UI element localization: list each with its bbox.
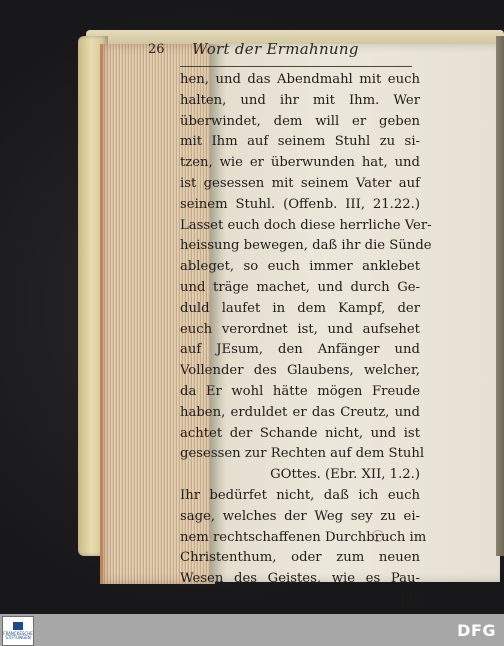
dfg-logo[interactable]: DFG — [457, 621, 496, 640]
catchword: lus — [400, 591, 420, 607]
text-line: Christenthum, oder zum neuen — [180, 550, 420, 566]
text-line: seinem Stuhl. (Offenb. III, 21.22.) — [180, 196, 420, 212]
library-logo[interactable] — [2, 616, 34, 646]
facing-page-edge — [496, 36, 504, 556]
text-line: achtet der Schande nicht, und ist — [180, 425, 420, 441]
logo-mark-icon — [13, 622, 23, 630]
bleed-through-ornament — [372, 530, 384, 542]
text-line: ist gesessen mit seinem Vater auf — [180, 175, 420, 191]
text-line: euch verordnet ist, und aufsehet — [180, 321, 420, 337]
logo-text: FRANCKESCHE STIFTUNGEN — [3, 631, 33, 640]
page-header — [148, 42, 418, 64]
running-title: Wort der Ermahnung — [192, 40, 359, 58]
text-line: ableget, so euch immer anklebet — [180, 259, 420, 275]
text-line: Lasset euch doch diese herrliche Ver- — [180, 217, 432, 233]
text-line: überwindet, dem will er geben — [180, 113, 420, 129]
text-line: Wesen des Geistes, wie es Pau- — [180, 571, 420, 587]
text-line: duld laufet in dem Kampf, der — [180, 300, 420, 316]
text-line: nem rechtschaffenen Durchbruch im — [180, 529, 427, 545]
text-line: und träge machet, und durch Ge- — [180, 279, 420, 295]
text-line: auf JEsum, den Anfänger und — [180, 342, 420, 358]
text-line: tzen, wie er überwunden hat, und — [180, 155, 420, 171]
text-line: Vollender des Glaubens, welcher, — [180, 363, 420, 379]
text-line: heissung bewegen, daß ihr die Sünde — [180, 238, 432, 254]
text-line: hen, und das Abendmahl mit euch — [180, 72, 420, 87]
viewer-footer-bar — [0, 614, 504, 646]
body-text — [180, 70, 432, 611]
page-number: 26 — [148, 42, 165, 57]
text-line: GOttes. (Ebr. XII, 1.2.) — [270, 467, 420, 483]
text-line: sage, welches der Weg sey zu ei- — [180, 508, 420, 524]
text-line: gesessen zur Rechten auf dem Stuhl — [180, 446, 425, 462]
text-line: haben, erduldet er das Creutz, und — [180, 404, 420, 420]
header-rule — [180, 66, 412, 67]
text-line: Ihr bedürfet nicht, daß ich euch — [180, 487, 420, 503]
text-line: halten, und ihr mit Ihm. Wer — [180, 92, 420, 108]
text-line: mit Ihm auf seinem Stuhl zu si- — [180, 134, 420, 150]
text-line: da Er wohl hätte mögen Freude — [180, 383, 420, 399]
